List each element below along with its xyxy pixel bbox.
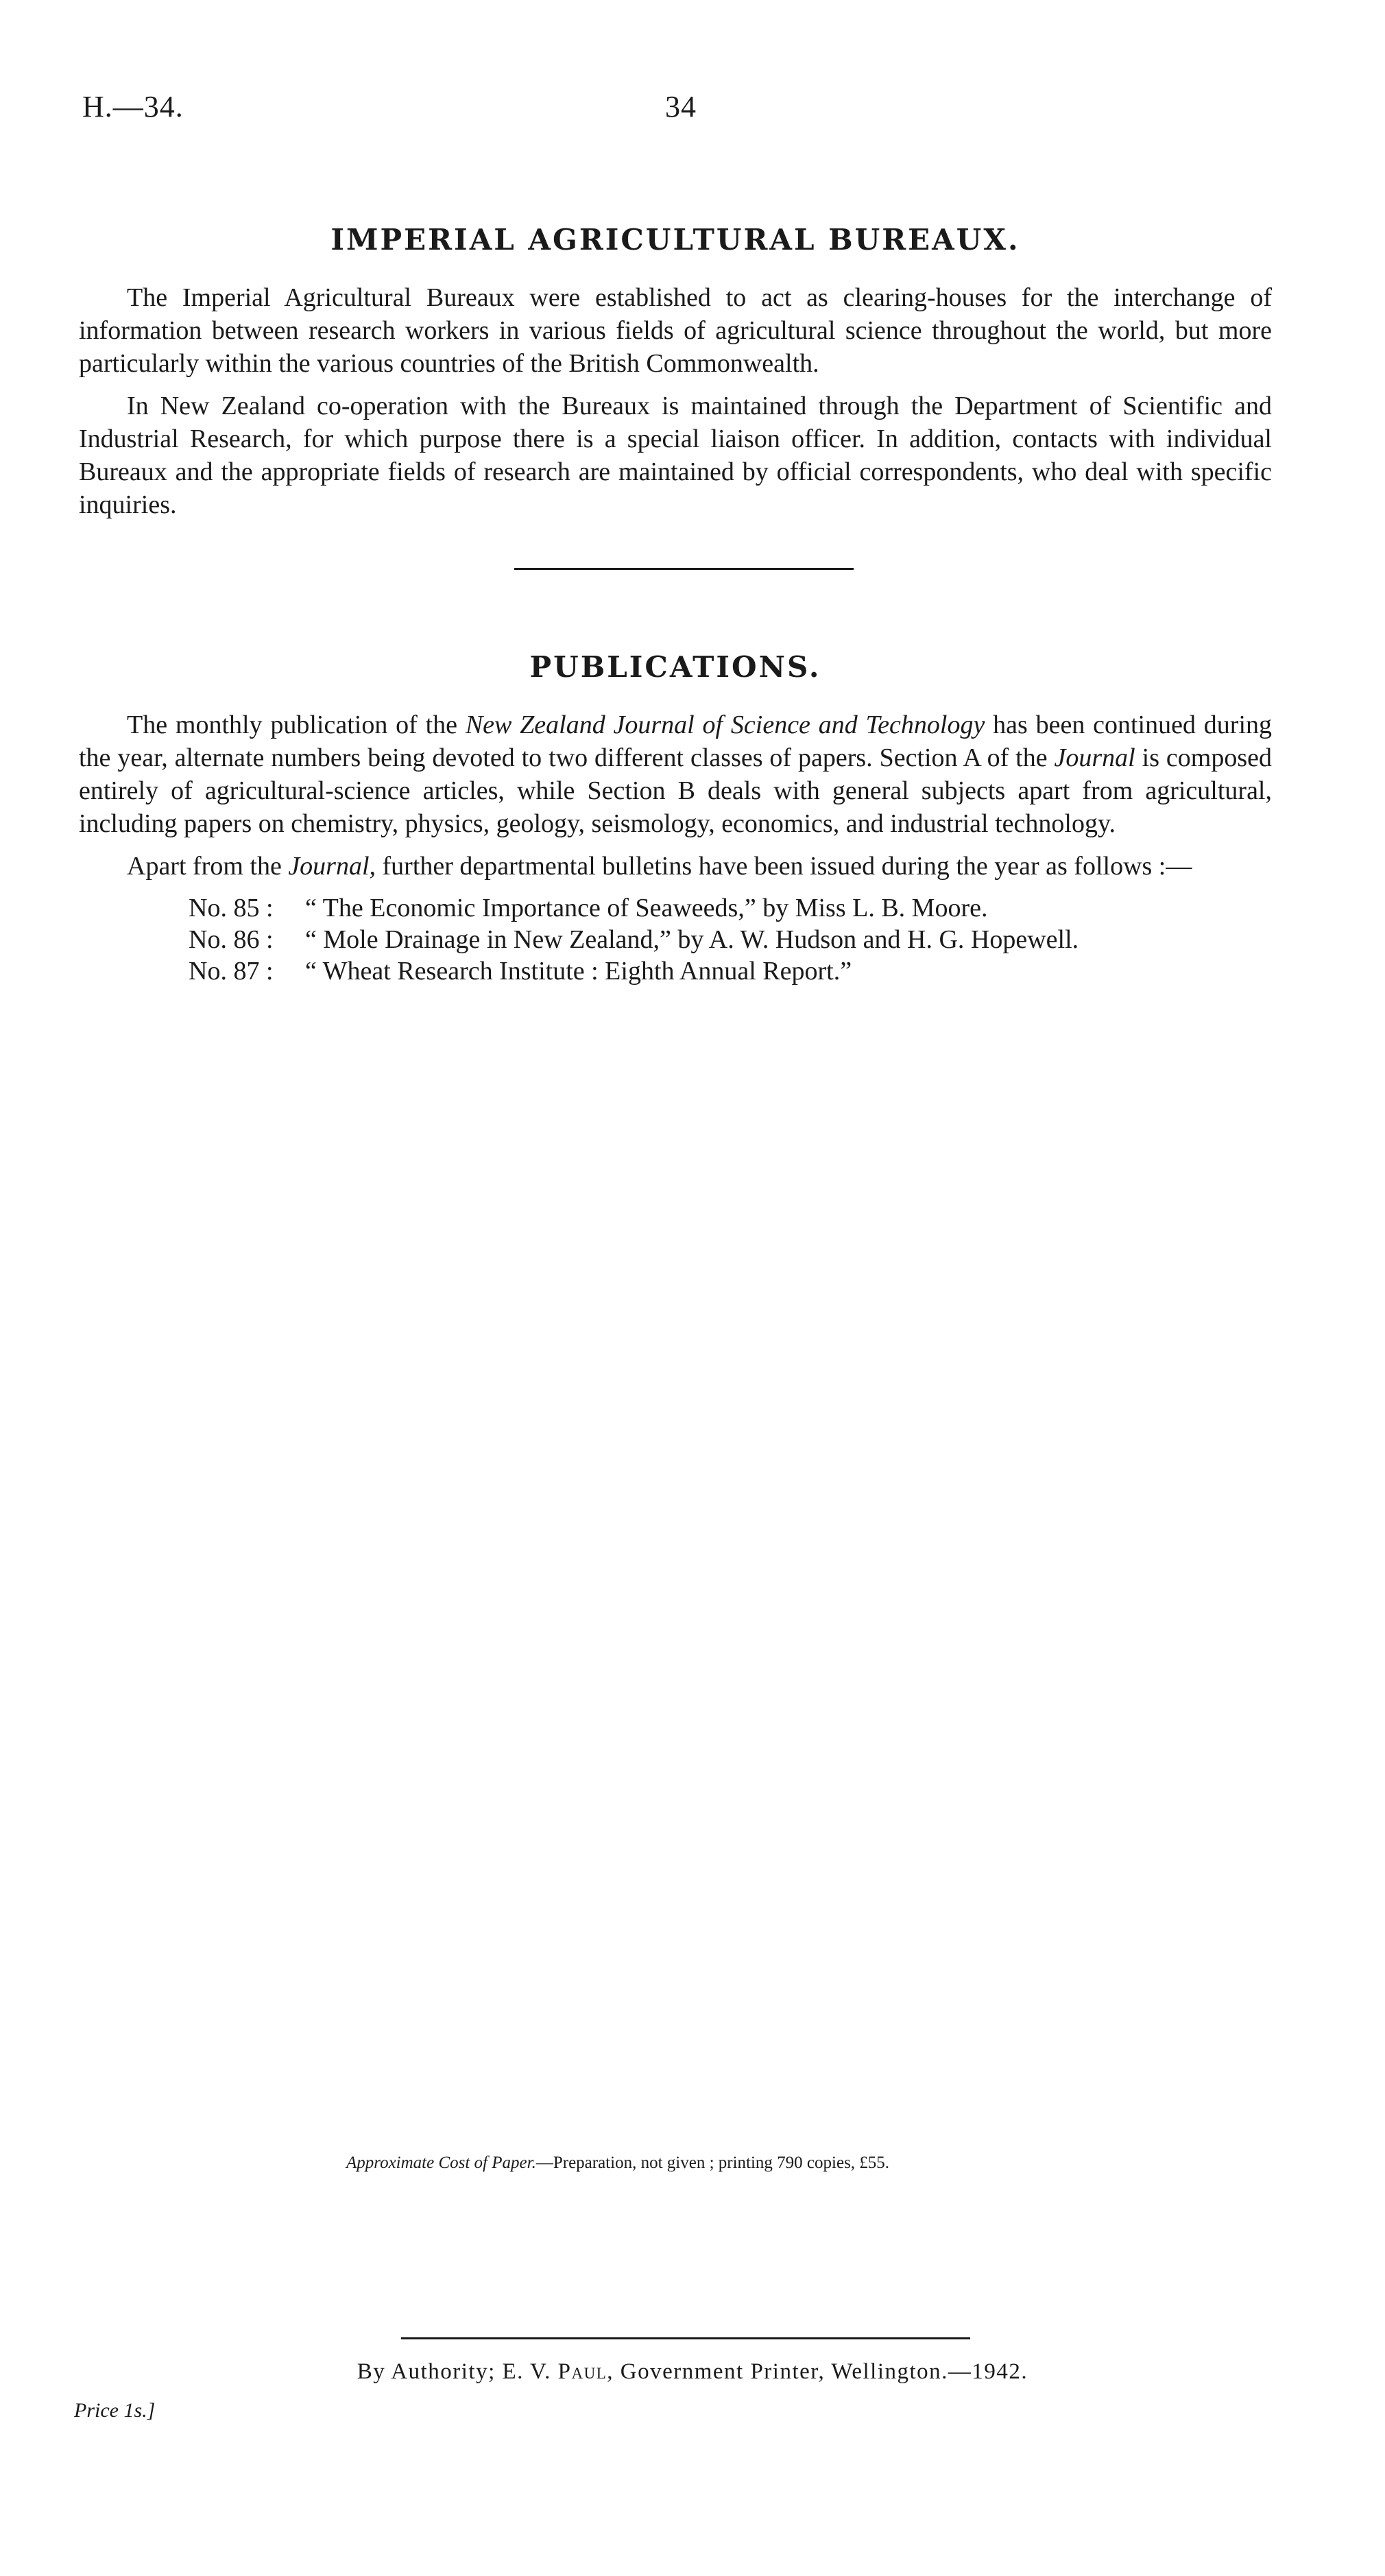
list-item bbox=[189, 955, 1272, 987]
imprint-after: Government Printer, Wellington.—1942. bbox=[614, 2359, 1028, 2384]
bulletin-title: “ Mole Drainage in New Zealand,” by A. W. Hudson and H. G. Hopewell. bbox=[305, 925, 1079, 954]
bureaux-paragraph-2: In New Zealand co-operation with the Bureaux is maintained through the Department of Scientific and Industrial Research, for which purpose there is a special liaison officer. In addition, contacts with individual Bureaux and the appropriate fields of research are maintained by official correspondents, who deal with specific inquiries. bbox=[79, 392, 1272, 519]
publications-section bbox=[79, 650, 1272, 987]
footer-rule bbox=[401, 2337, 970, 2339]
section-divider bbox=[514, 568, 854, 570]
journal-title: New Zealand Journal of Science and Technology bbox=[465, 711, 985, 739]
bureaux-paragraph-1: The Imperial Agricultural Bureaux were established to act as clearing-houses for the interchange of information between research workers in various fields of agricultural science throughout the world, but more particularly within the various countries of the British Commonwealth. bbox=[79, 283, 1272, 378]
publications-paragraph-2 bbox=[79, 850, 1272, 883]
cost-text: —Preparation, not given ; printing 790 copies, £55. bbox=[535, 2154, 890, 2172]
imprint-before: By Authority; E. V. bbox=[357, 2359, 558, 2384]
bulletin-number: No. 87 : bbox=[189, 957, 274, 986]
journal-word: Journal bbox=[1054, 743, 1135, 772]
bureaux-section bbox=[79, 223, 1272, 531]
bulletin-title: “ The Economic Importance of Seaweeds,” by Miss L. B. Moore. bbox=[305, 894, 988, 922]
list-item bbox=[189, 924, 1272, 955]
bulletin-title: “ Wheat Research Institute : Eighth Annual Report.” bbox=[305, 957, 852, 986]
para2-text-after: further departmental bulletins have been issued during the year as follows :— bbox=[376, 852, 1192, 881]
imprint-line bbox=[0, 2359, 1385, 2385]
para1-text-before: The monthly publication of the bbox=[127, 711, 466, 739]
page-number: 34 bbox=[665, 90, 697, 123]
para1-text-middle: has been continued during the year, alternate numbers being devoted to two different classes of papers. Section A of the bbox=[79, 711, 1272, 772]
publications-paragraph-1 bbox=[79, 708, 1272, 840]
bulletin-number: No. 85 : bbox=[189, 894, 274, 922]
bureaux-heading: IMPERIAL AGRICULTURAL BUREAUX. bbox=[330, 223, 1020, 257]
bulletin-list bbox=[79, 892, 1272, 987]
printer-name: Paul, bbox=[557, 2359, 614, 2384]
cost-label: Approximate Cost of Paper. bbox=[346, 2154, 536, 2172]
para1-text-after: is composed entirely of agricultural-science articles, while Section B deals with general subjects apart from agricultural, including papers on chemistry, physics, geology, seismology, economics, and industrial technology. bbox=[79, 743, 1272, 838]
price-note: Price 1s.] bbox=[74, 2399, 156, 2422]
para2-text-before: Apart from the bbox=[127, 852, 289, 881]
list-item bbox=[189, 892, 1272, 924]
bulletin-number: No. 86 : bbox=[189, 925, 274, 954]
cost-note bbox=[346, 2154, 889, 2173]
document-code: H.—34. bbox=[82, 90, 184, 123]
journal-word: Journal, bbox=[288, 852, 376, 881]
publications-heading: PUBLICATIONS. bbox=[529, 650, 821, 684]
